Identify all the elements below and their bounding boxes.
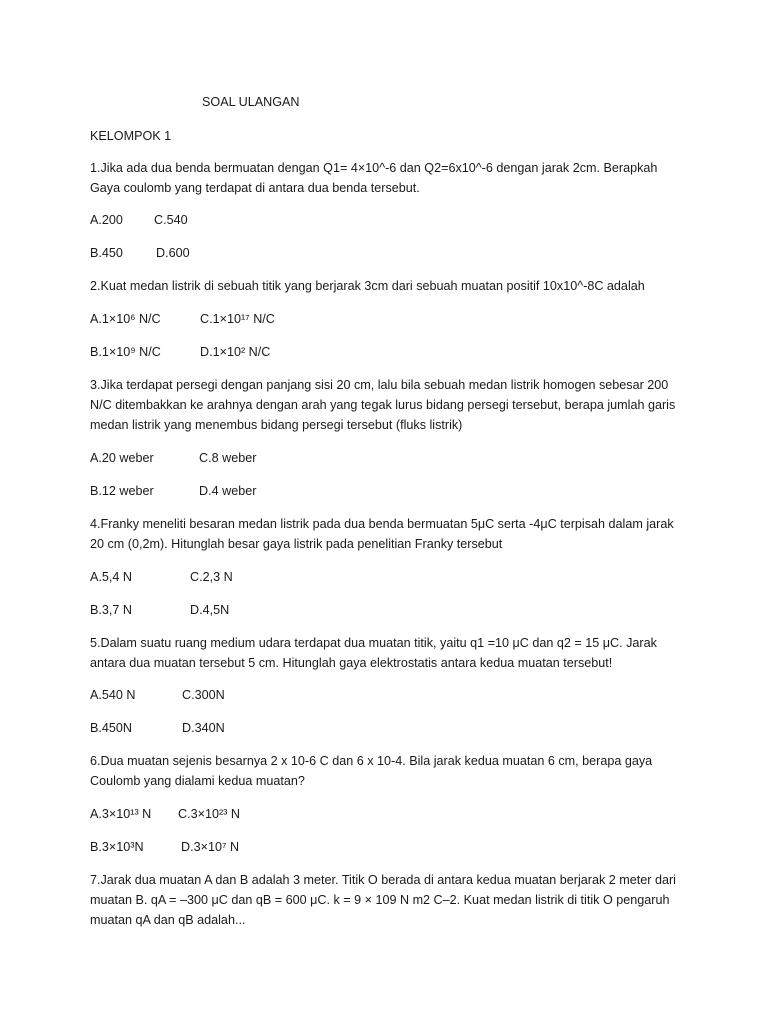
- q5-option-c: C.300N: [182, 688, 225, 702]
- q1-option-c: C.540: [154, 213, 188, 227]
- q3-option-c: C.8 weber: [199, 451, 257, 465]
- q2-option-a: A.1×10⁶ N/C: [90, 312, 161, 326]
- q4-option-d: D.4,5N: [190, 603, 230, 617]
- q2-option-c: C.1×10¹⁷ N/C: [200, 312, 275, 326]
- q6-option-d: D.3×10⁷ N: [181, 840, 240, 854]
- q6-option-a: A.3×10¹³ N: [90, 807, 152, 821]
- question-6-text: 6.Dua muatan sejenis besarnya 2 x 10-6 C dan 6 x 10-4. Bila jarak kedua muatan 6 cm, berapa gaya Coulomb yang dialami kedua muatan?: [90, 754, 653, 788]
- question-5-text: 5.Dalam suatu ruang medium udara terdapat dua muatan titik, yaitu q1 =10 μC dan q2 = 15 μC. Jarak antara dua muatan tersebut 5 cm. Hitunglah gaya elektrostatis antara kedua muatan tersebut!: [90, 636, 657, 670]
- q6-option-c: C.3×10²³ N: [178, 807, 240, 821]
- q5-option-b: B.450N: [90, 721, 133, 735]
- question-4-text: 4.Franky meneliti besaran medan listrik pada dua benda bermuatan 5μC serta -4μC terpisah dalam jarak 20 cm (0,2m). Hitunglah besar gaya listrik pada penelitian Franky tersebut: [90, 517, 674, 551]
- q4-option-c: C.2,3 N: [190, 570, 233, 584]
- q1-option-a: A.200: [90, 213, 123, 227]
- question-7-text: 7.Jarak dua muatan A dan B adalah 3 meter. Titik O berada di antara kedua muatan berjarak 2 meter dari muatan B. qA = –300 μC dan qB = 600 μC. k = 9 × 109 N m2 C–2. Kuat medan listrik di titik O pengaruh muatan qA dan qB adalah...: [90, 873, 676, 927]
- q1-option-b: B.450: [90, 246, 123, 260]
- q2-option-d: D.1×10² N/C: [200, 345, 271, 359]
- group-label: KELOMPOK 1: [90, 129, 172, 143]
- q4-option-a: A.5,4 N: [90, 570, 132, 584]
- q3-option-a: A.20 weber: [90, 451, 154, 465]
- q3-option-b: B.12 weber: [90, 484, 154, 498]
- q1-option-d: D.600: [156, 246, 190, 260]
- q2-option-b: B.1×10⁹ N/C: [90, 345, 161, 359]
- question-2-text: 2.Kuat medan listrik di sebuah titik yang berjarak 3cm dari sebuah muatan positif 10x10^-8C adalah: [90, 279, 645, 293]
- q5-option-a: A.540 N: [90, 688, 136, 702]
- q6-option-b: B.3×10³N: [90, 840, 144, 854]
- question-1-text: 1.Jika ada dua benda bermuatan dengan Q1= 4×10^-6 dan Q2=6x10^-6 dengan jarak 2cm. Berapkah Gaya coulomb yang terdapat di antara dua benda tersebut.: [90, 161, 658, 195]
- q3-option-d: D.4 weber: [199, 484, 257, 498]
- question-3-text: 3.Jika terdapat persegi dengan panjang sisi 20 cm, lalu bila sebuah medan listrik homogen sebesar 200 N/C ditembakkan ke arahnya dengan arah yang tegak lurus bidang persegi tersebut, berapa jumlah garis medan listrik yang menembus bidang persegi tersebut (fluks listrik): [90, 378, 676, 432]
- document-title: SOAL ULANGAN: [202, 95, 300, 109]
- q5-option-d: D.340N: [182, 721, 225, 735]
- q4-option-b: B.3,7 N: [90, 603, 132, 617]
